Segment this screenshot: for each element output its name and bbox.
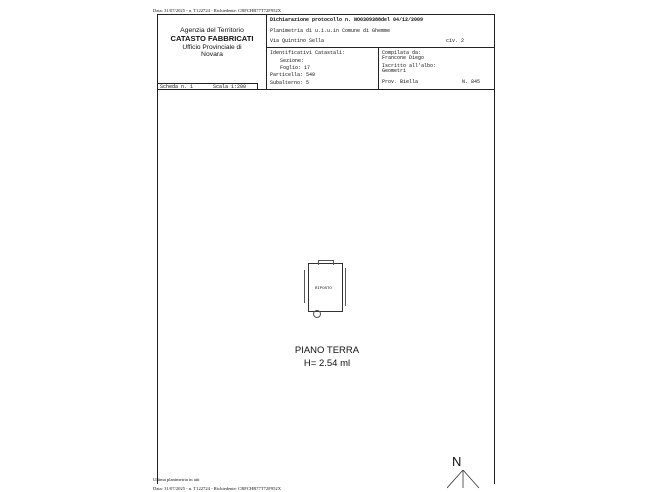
header-middle-divider xyxy=(378,47,379,89)
north-arrow-icon xyxy=(447,470,481,490)
foglio-field: Foglio: 17 xyxy=(280,65,311,71)
header-bottom-border xyxy=(157,89,495,90)
iscritto-label: Iscritto all'albo: xyxy=(382,63,437,69)
office-label: Ufficio Provinciale di xyxy=(182,43,242,51)
civic-number: civ. 2 xyxy=(446,38,465,44)
particella-field: Particella: 549 xyxy=(270,72,316,78)
address: Via Quintino Sella xyxy=(270,38,325,44)
compilata-title: Compilata da: xyxy=(382,50,422,56)
header-vertical-divider xyxy=(266,15,267,89)
planimetria-comune: Planimetria di u.i.u.in Comune di Ghemme xyxy=(270,28,391,34)
room-door-arc xyxy=(313,310,321,318)
agency-name: Agenzia del Territorio xyxy=(180,27,244,34)
scheda-number: Scheda n. 1 xyxy=(160,84,194,90)
scale: Scala 1:200 xyxy=(213,84,247,90)
room-top-window xyxy=(318,260,334,265)
iscrizione-number: N. 845 xyxy=(462,79,481,85)
identificativi-title: Identificativi Catastali: xyxy=(270,50,346,56)
agency-block xyxy=(163,27,261,59)
room-left-wall-detail xyxy=(304,270,309,303)
registry-name: CATASTO FABBRICATI xyxy=(170,33,254,43)
storage-room-outline xyxy=(308,263,343,312)
floor-height: H= 2.54 ml xyxy=(303,358,351,370)
north-label: N xyxy=(452,454,462,469)
sheet-right-border xyxy=(494,14,495,484)
office-city: Novara xyxy=(201,51,223,59)
room-label: RIPOSTO xyxy=(315,287,332,291)
header-horizontal-divider xyxy=(266,47,494,48)
bottom-stamp: Data: 31/07/2025 - n. T122724 - Richiedente: CRFCHR77T72F952X xyxy=(153,486,282,491)
subalterno-field: Subalterno: 5 xyxy=(270,80,310,86)
floor-name: PIANO TERRA xyxy=(294,345,360,356)
compilata-name: Francone Diego xyxy=(382,55,425,61)
albo-value: Geometri xyxy=(382,68,407,74)
dichiarazione-protocollo: Dichiarazione protocollo n. NO0309388del 04/12/2009 xyxy=(270,17,424,23)
ultima-planimetria-note: Ultima planimetria in atti xyxy=(153,477,200,482)
sheet-left-border xyxy=(157,14,158,484)
sezione-field: Sezione: xyxy=(280,58,305,64)
room-right-wall-detail xyxy=(341,268,346,306)
scheda-divider xyxy=(257,83,258,90)
top-stamp: Data: 31/07/2025 - n. T122724 - Richiedente: CRFCHR77T72F952X xyxy=(153,8,282,13)
floor-label-block xyxy=(276,344,378,371)
sheet-top-border xyxy=(157,14,495,15)
provincia: Prov. Biella xyxy=(382,79,419,85)
